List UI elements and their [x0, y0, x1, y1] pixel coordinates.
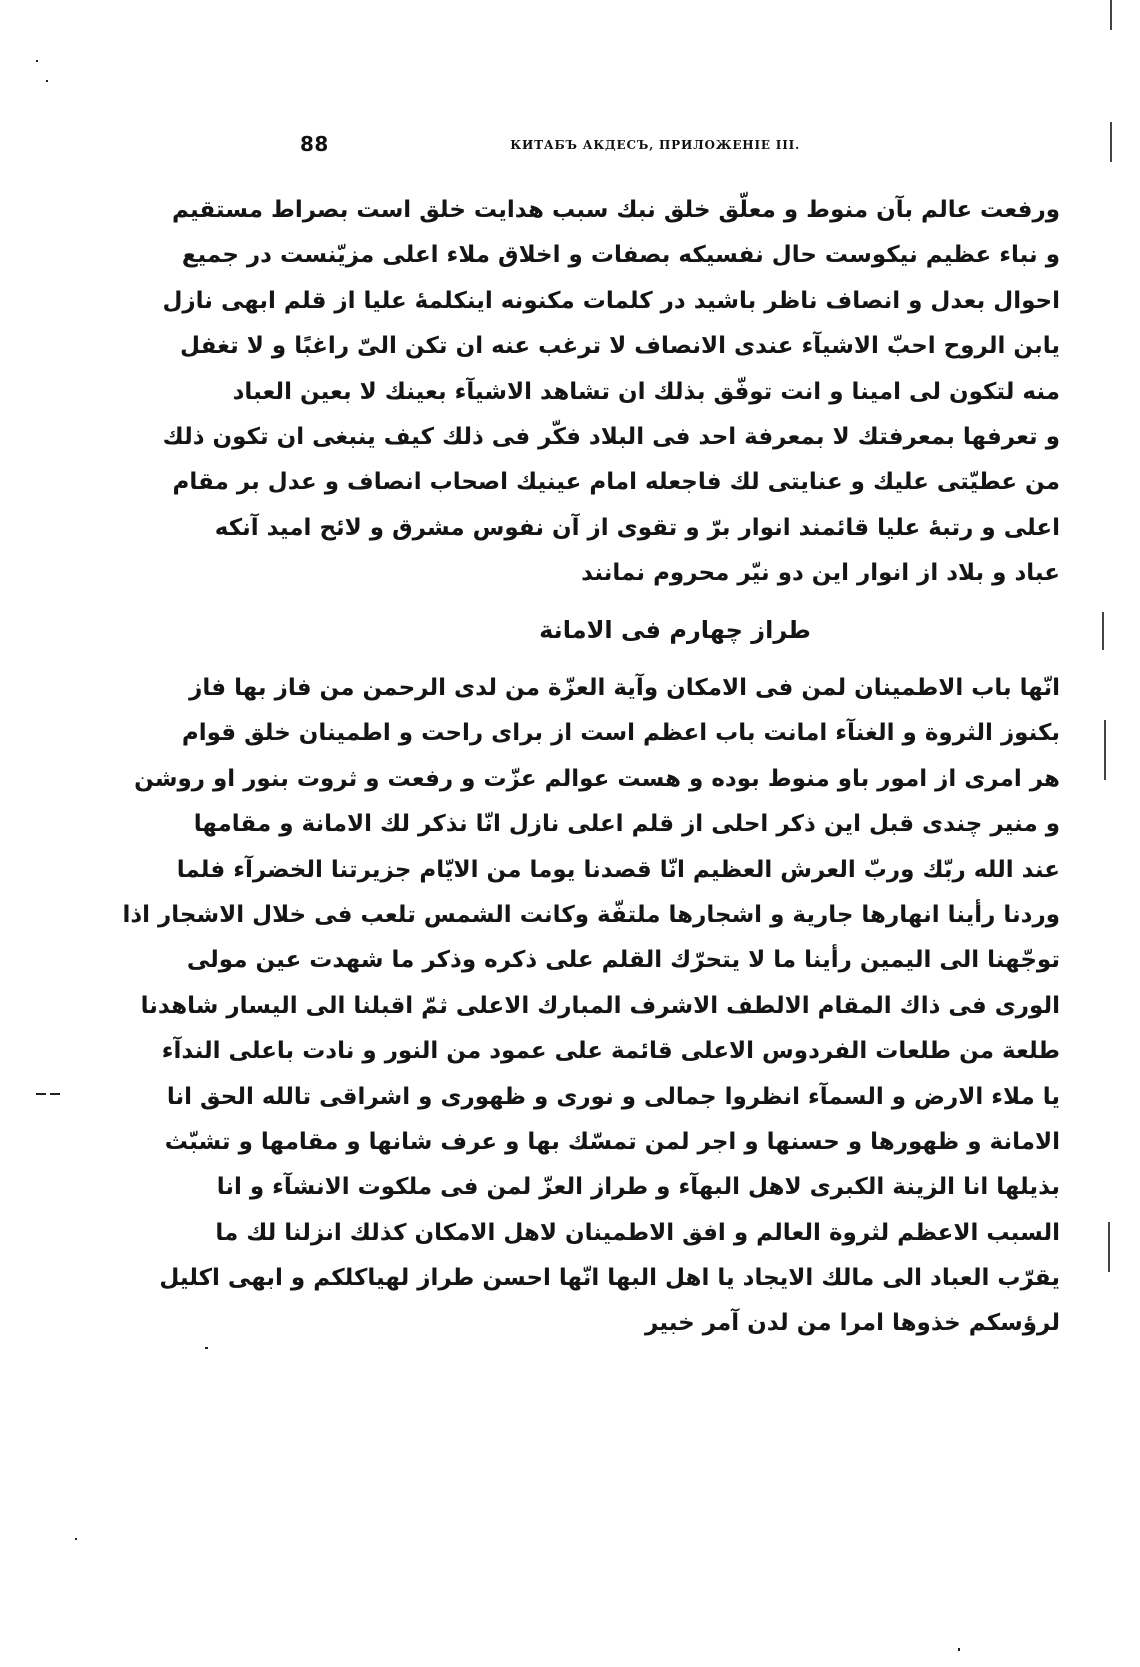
- text-line: السبب الاعظم لثروة العالم و افق الاطمینان لاهل الامکان کذلك انزلنا لك ما: [215, 1219, 1060, 1246]
- text-line: توجّهنا الی الیمین رأینا ما لا یتحرّك القلم علی ذکره وذکر ما شهدت عین مولی: [186, 947, 1060, 974]
- text-line: انّها باب الاطمینان لمن فی الامکان وآیة العزّة من لدی الرحمن من فاز بها فاز: [189, 675, 1060, 701]
- text-line: یا ملاء الارض و السمآء انظروا جمالی و نوری و ظهوری و اشراقی تالله الحق انا: [166, 1083, 1060, 1110]
- scan-speck: [205, 1347, 208, 1349]
- text-line: وردنا رأینا انهارها جاریة و اشجارها ملتفّة وکانت الشمس تلعب فی خلال الاشجار اذا: [122, 901, 1060, 928]
- text-line: و نباء عظیم نیکوست حال نفسیکه بصفات و اخلاق ملاء اعلی مزیّنست در جمیع: [181, 242, 1060, 269]
- paragraph-2: [122, 666, 1060, 1347]
- text-line: عند الله ربّك وربّ العرش العظیم انّا قصدنا یوما من الایّام جزیرتنا الخضرآء فلما: [176, 856, 1060, 883]
- scan-edge-mark: [1108, 1222, 1110, 1272]
- scan-speck: [958, 1648, 960, 1651]
- section-heading: طراز چهارم فی الامانة: [539, 616, 811, 644]
- scan-speck: [75, 1538, 77, 1540]
- scan-speck: [36, 60, 38, 62]
- text-line: بذیلها انا الزینة الکبری لاهل البهآء و طراز العزّ لمن فی ملکوت الانشآء و انا: [216, 1174, 1060, 1201]
- paragraph-1: [162, 188, 1060, 597]
- text-line: طلعة من طلعات الفردوس الاعلی قائمة علی عمود من النور و نادت باعلی الندآء: [161, 1038, 1060, 1065]
- text-line: و منیر چندی قبل این ذکر احلی از قلم اعلی نازل انّا نذکر لك الامانة و مقامها: [193, 811, 1060, 838]
- text-line: هر امری از امور باو منوط بوده و هست عوالم عزّت و رفعت و ثروت بنور او روشن: [134, 765, 1060, 792]
- scan-speck: [36, 1093, 46, 1095]
- text-line: ورفعت عالم بآن منوط و معلّق خلق نبك سبب هدایت خلق است بصراط مستقیم: [171, 197, 1060, 223]
- page-number: 88: [300, 132, 329, 156]
- text-line: یقرّب العباد الی مالك الایجاد یا اهل البها انّها احسن طراز لهیاکلکم و ابهی اکلیل: [159, 1265, 1060, 1292]
- text-line: منه لتکون لی امینا و انت توفّق بذلك ان تشاهد الاشیآء بعینك لا بعین العباد: [232, 378, 1060, 405]
- scan-edge-mark: [1104, 720, 1106, 780]
- text-line: الوری فی ذاك المقام الالطف الاشرف المبارك الاعلی ثمّ اقبلنا الی الیسار شاهدنا: [140, 992, 1060, 1019]
- running-head: КИТАБЪ АКДЕСЪ, ПРИЛОЖЕНІЕ III.: [510, 138, 800, 152]
- page-header: [300, 132, 800, 162]
- text-line: عباد و بلاد از انوار این دو نیّر محروم نمانند: [581, 560, 1060, 587]
- text-line: احوال بعدل و انصاف ناظر باشید در کلمات مکنونه اینکلمهٔ علیا از قلم ابهی نازل: [162, 287, 1060, 314]
- scan-edge-mark: [1110, 122, 1112, 162]
- text-line: و تعرفها بمعرفتك لا بمعرفة احد فی البلاد فکّر فی ذلك کیف ینبغی ان تکون ذلك: [162, 423, 1060, 450]
- text-line: بکنوز الثروة و الغنآء امانت باب اعظم است از برای راحت و اطمینان خلق قوام: [181, 720, 1060, 747]
- scan-edge-mark: [1110, 0, 1112, 30]
- scan-edge-mark: [1102, 612, 1104, 650]
- text-line: الامانة و ظهورها و حسنها و اجر لمن تمسّك بها و عرف شانها و مقامها و تشبّث: [164, 1128, 1060, 1155]
- text-line: یابن الروح احبّ الاشیآء عندی الانصاف لا ترغب عنه ان تکن الیّ راغبًا و لا تغفل: [180, 333, 1060, 360]
- scan-speck: [46, 80, 48, 82]
- text-line: من عطیّتی علیك و عنایتی لك فاجعله امام عینیك اصحاب انصاف و عدل بر مقام: [172, 469, 1060, 496]
- text-line: لرؤسکم خذوها امرا من لدن آمر خبیر: [645, 1310, 1060, 1337]
- text-line: اعلی و رتبهٔ علیا قائمند انوار برّ و تقوی از آن نفوس مشرق و لائح امید آنکه: [214, 514, 1060, 541]
- scan-speck: [50, 1093, 60, 1095]
